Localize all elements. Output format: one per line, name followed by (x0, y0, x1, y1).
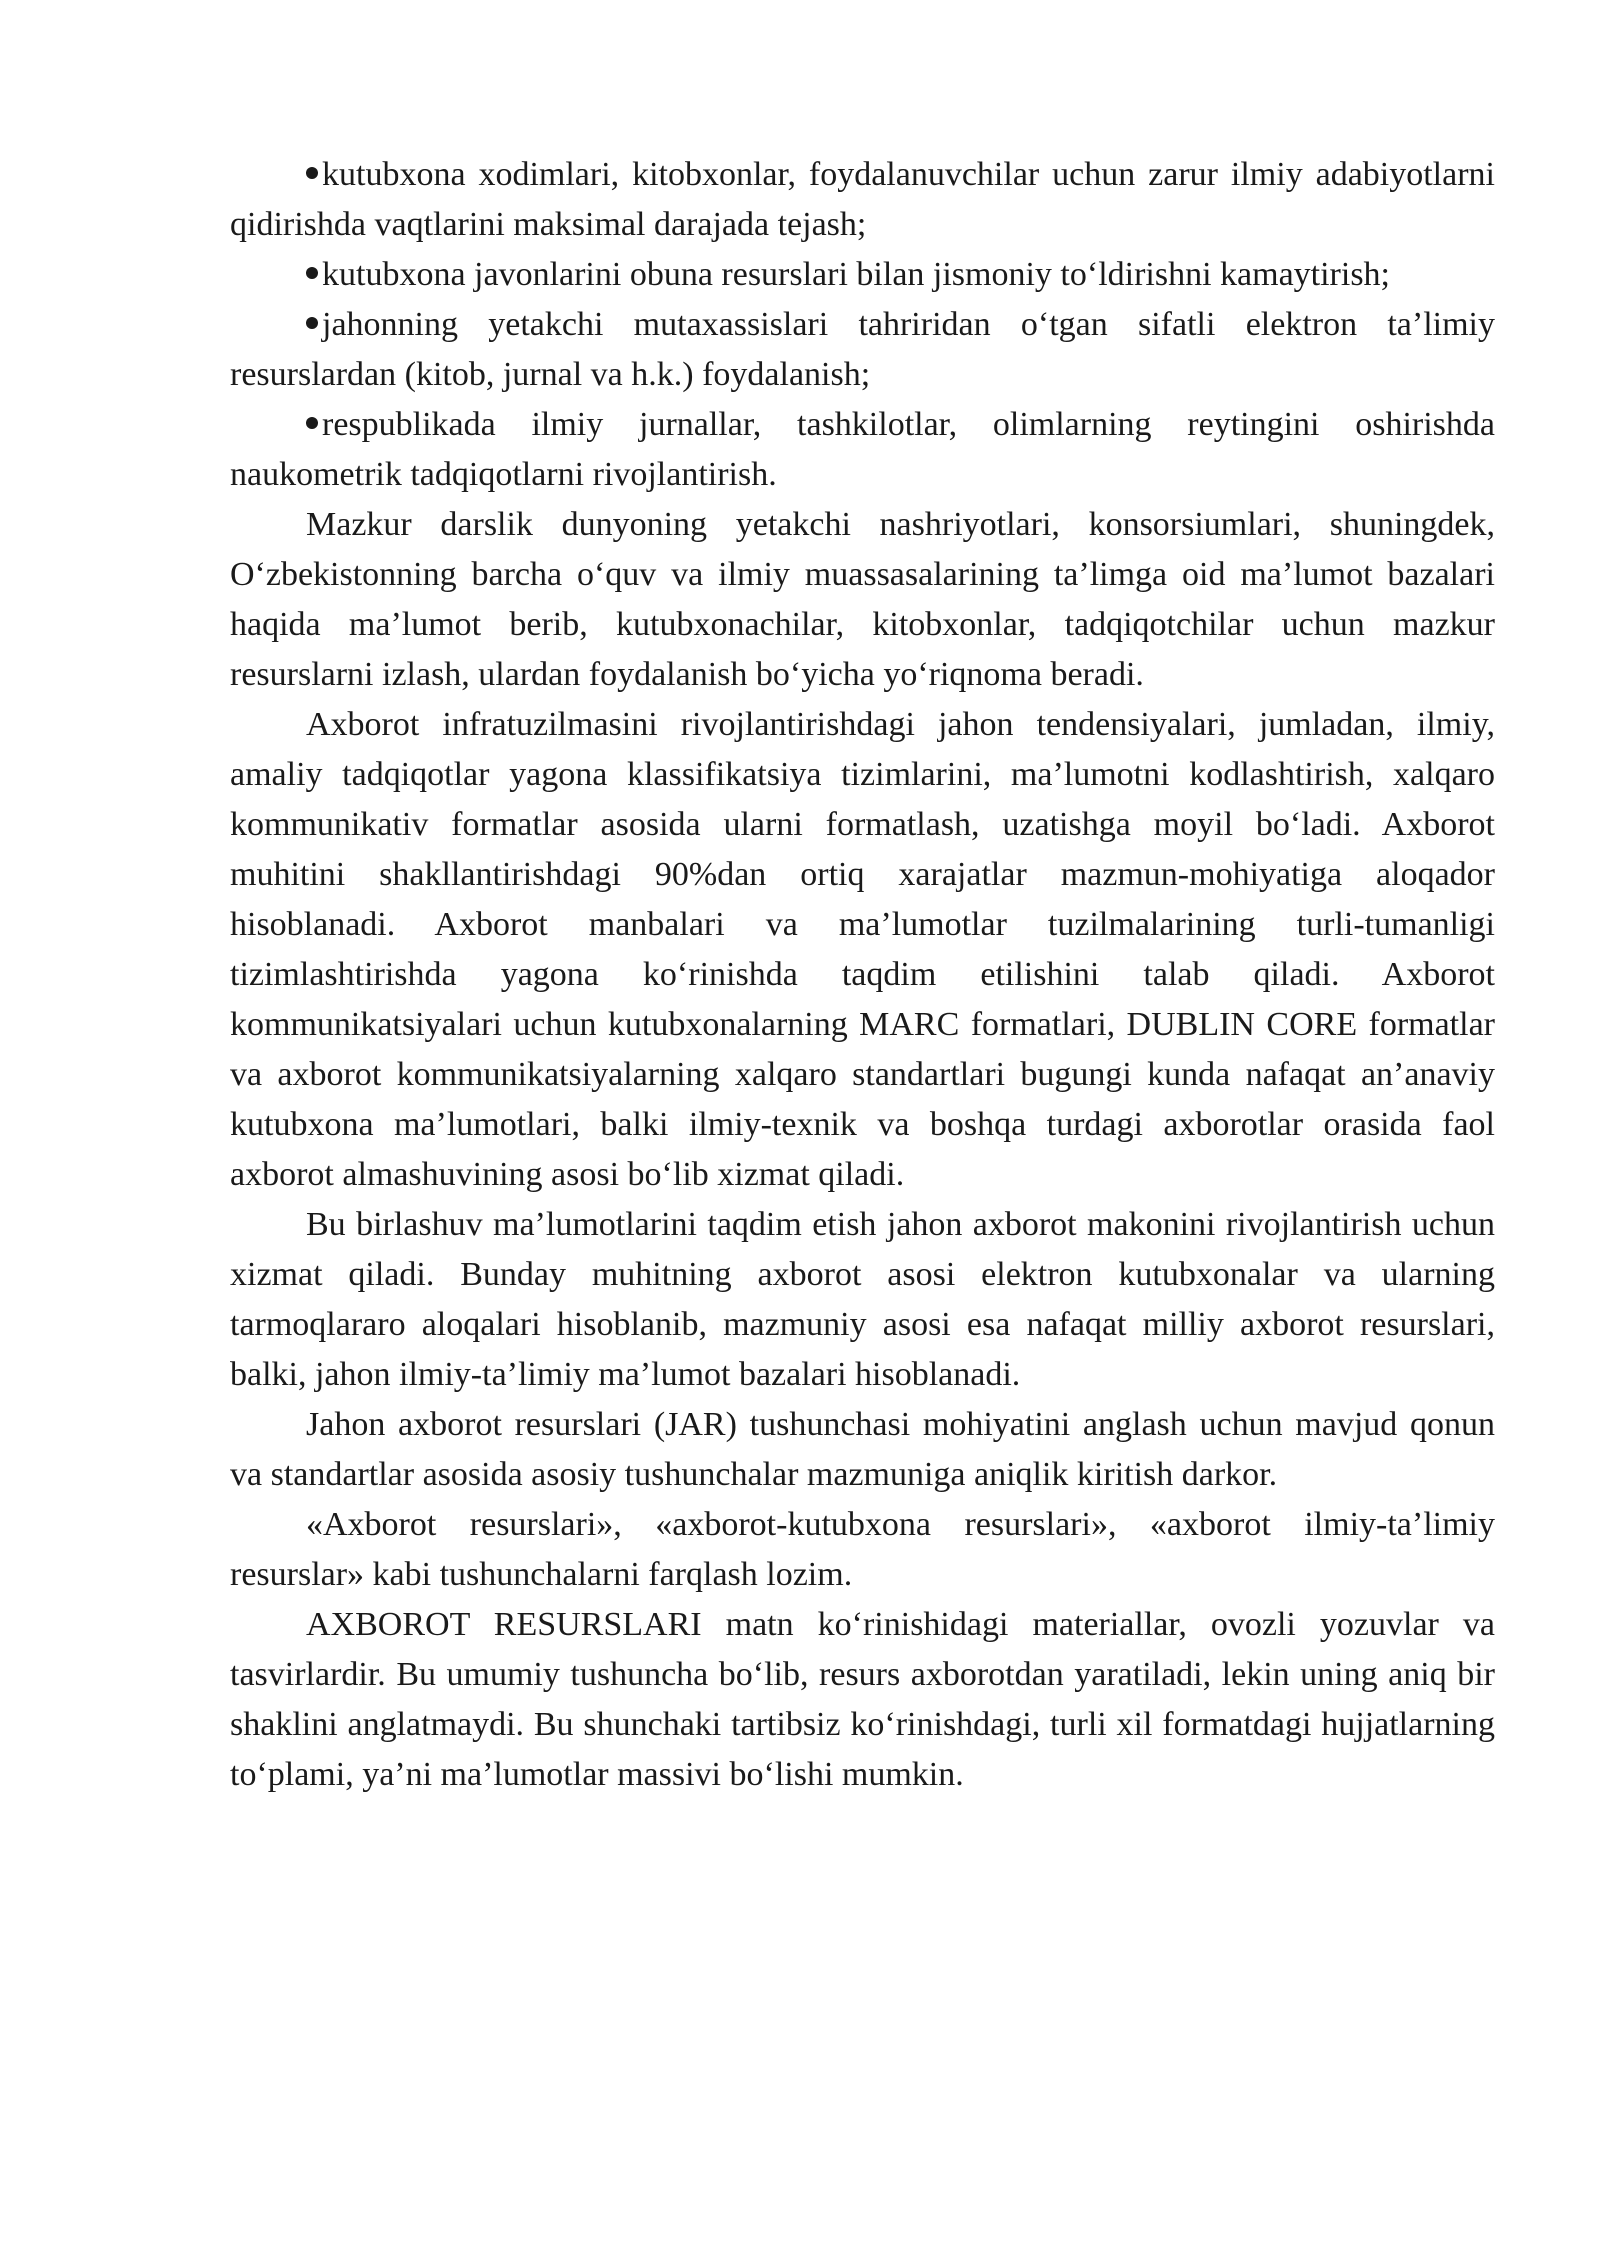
paragraph-jar-concept: Jahon axborot resurslari (JAR) tushunchasi mohiyatini anglash uchun mavjud qonun va standartlar asosida asosiy tushunchalar mazmuniga aniqlik kiritish darkor. (230, 1406, 1495, 1493)
bullet-item (230, 150, 1495, 250)
paragraph-distinguish-terms: «Axborot resurslari», «axborot-kutubxona resurslari», «axborot ilmiy-ta’limiy resurslar» kabi tushunchalarni farqlash lozim. (230, 1506, 1495, 1593)
bullet-item (230, 250, 1495, 300)
bullet-item (230, 400, 1495, 500)
document-page (230, 150, 1495, 1800)
paragraph-textbook-overview: Mazkur darslik dunyoning yetakchi nashriyotlari, konsorsiumlari, shuningdek, O‘zbekistonning barcha o‘quv va ilmiy muassasalarining ta’limga oid ma’lumot bazalari haqida ma’lumot berib, kutubxonachilar, kitobxonlar, tadqiqotchilar uchun mazkur resurslarni izlash, ulardan foydalanish bo‘yicha yo‘riqnoma beradi. (230, 506, 1495, 693)
bullet-text: kutubxona javonlarini obuna resurslari bilan jismoniy to‘ldirishni kamaytirish; (322, 256, 1390, 293)
paragraph-infrastructure-trends: Axborot infratuzilmasini rivojlantirishdagi jahon tendensiyalari, jumladan, ilmiy, amaliy tadqiqotlar yagona klassifikatsiya tizimlarini, ma’lumotni kodlashtirish, xalqaro kommunikativ formatlar asosida ularni formatlash, uzatishga moyil bo‘ladi. Axborot muhitini shakllantirishdagi 90%dan ortiq xarajatlar mazmun-mohiyatiga aloqador hisoblanadi. Axborot manbalari va ma’lumotlar tuzilmalarining turli-tumanligi tizimlashtirishda yagona ko‘rinishda taqdim etilishini talab qiladi. Axborot kommunikatsiyalari uchun kutubxonalarning MARC formatlari, DUBLIN CORE formatlar va axborot kommunikatsiyalarning xalqaro standartlari bugungi kunda nafaqat an’anaviy kutubxona ma’lumotlari, balki ilmiy-texnik va boshqa turdagi axborotlar orasida faol axborot almashuvining asosi bo‘lib xizmat qiladi. (230, 706, 1495, 1193)
bullet-icon (306, 300, 322, 350)
bullet-item (230, 300, 1495, 400)
paragraph-integration: Bu birlashuv ma’lumotlarini taqdim etish jahon axborot makonini rivojlantirish uchun xizmat qiladi. Bunday muhitning axborot asosi elektron kutubxonalar va ularning tarmoqlararo aloqalari hisoblanib, mazmuniy asosi esa nafaqat milliy axborot resurslari, balki, jahon ilmiy-ta’limiy ma’lumot bazalari hisoblanadi. (230, 1206, 1495, 1393)
paragraph-information-resources: AXBOROT RESURSLARI matn ko‘rinishidagi materiallar, ovozli yozuvlar va tasvirlardir. Bu umumiy tushuncha bo‘lib, resurs axborotdan yaratiladi, lekin uning aniq bir shaklini anglatmaydi. Bu shunchaki tartibsiz ko‘rinishdagi, turli xil formatdagi hujjatlarning to‘plami, ya’ni ma’lumotlar massivi bo‘lishi mumkin. (230, 1606, 1495, 1793)
bullet-text: respublikada ilmiy jurnallar, tashkilotlar, olimlarning reytingini oshirishda naukometrik tadqiqotlarni rivojlantirish. (230, 406, 1495, 493)
bullet-text: jahonning yetakchi mutaxassislari tahriridan o‘tgan sifatli elektron ta’limiy resurslardan (kitob, jurnal va h.k.) foydalanish; (230, 306, 1495, 393)
bullet-icon (306, 400, 322, 450)
bullet-icon (306, 250, 322, 300)
bullet-text: kutubxona xodimlari, kitobxonlar, foydalanuvchilar uchun zarur ilmiy adabiyotlarni qidirishda vaqtlarini maksimal darajada tejash; (230, 156, 1495, 243)
bullet-icon (306, 150, 322, 200)
